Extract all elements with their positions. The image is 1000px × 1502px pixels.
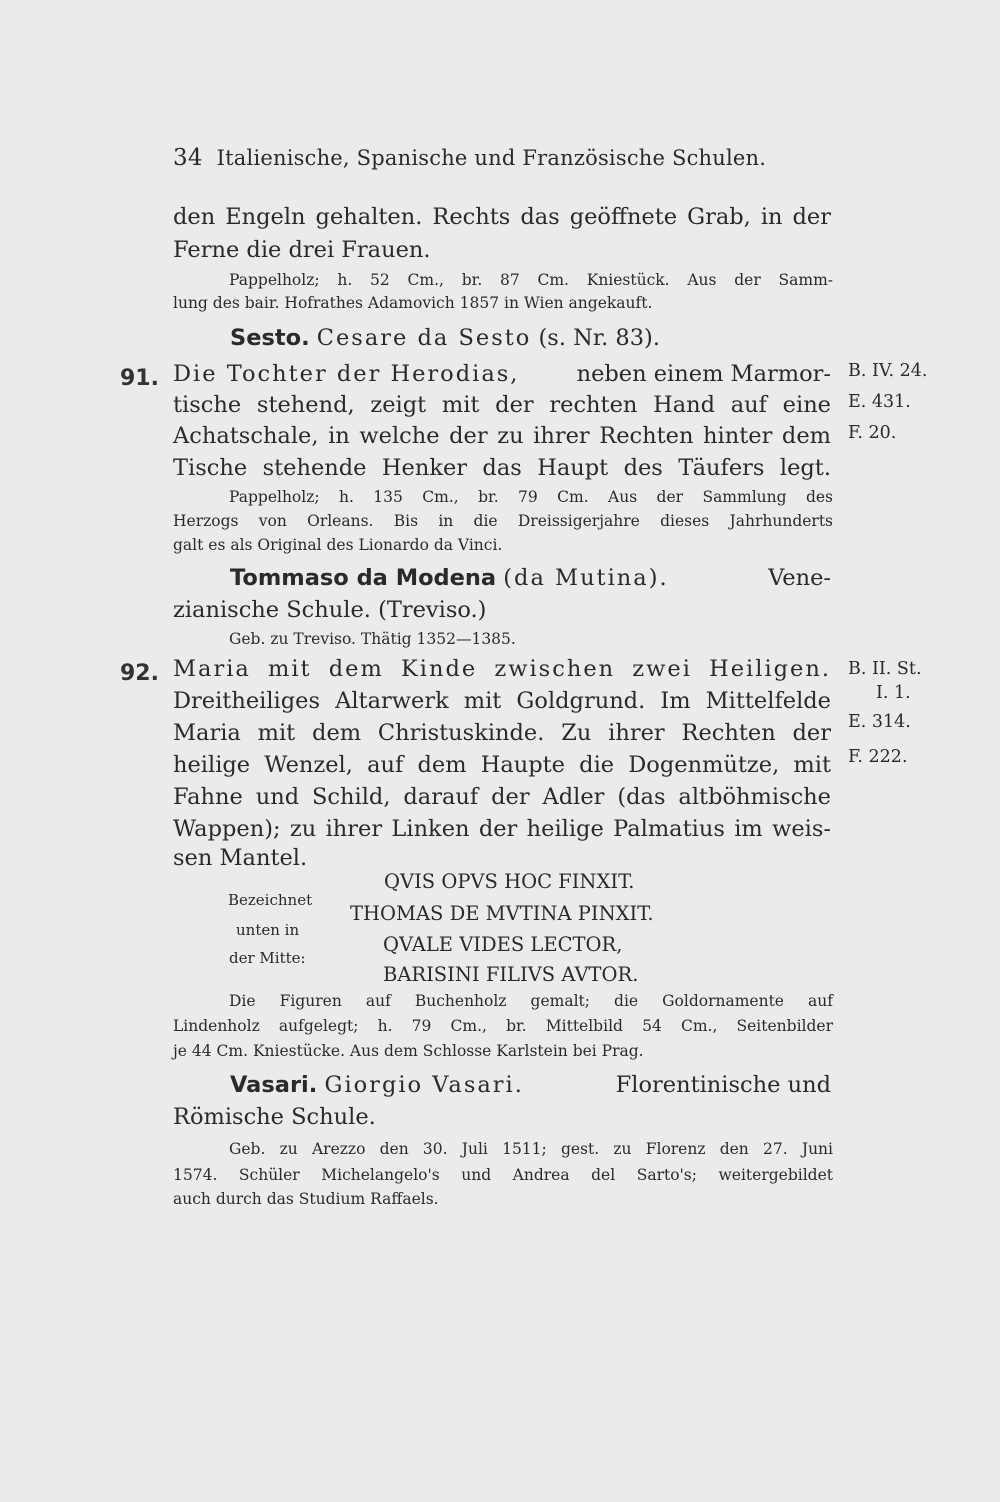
inscription-label: der Mitte: — [229, 949, 306, 967]
provenance-note: je 44 Cm. Kniestücke. Aus dem Schlosse Karlstein bei Prag. — [173, 1042, 644, 1060]
artist-heading — [230, 325, 660, 351]
text-line: tische stehend, zeigt mit der rechten Hand auf eine — [173, 392, 831, 418]
provenance-note: lung des bair. Hofrathes Adamovich 1857 in Wien angekauft. — [173, 294, 653, 312]
text-line: sen Mantel. — [173, 845, 308, 871]
school-name: zianische Schule. (Treviso.) — [173, 597, 487, 623]
entry-title: Maria mit dem Kinde zwischen zwei Heiligen. — [173, 656, 831, 682]
running-header — [173, 145, 766, 171]
catalog-reference: I. 1. — [876, 683, 911, 703]
provenance-note: Die Figuren auf Buchenholz gemalt; die Goldornamente auf — [229, 992, 833, 1010]
provenance-note: Pappelholz; h. 135 Cm., br. 79 Cm. Aus der Sammlung des — [229, 488, 833, 506]
text-line: den Engeln gehalten. Rechts das geöffnete Grab, in der — [173, 204, 831, 230]
artist-reference: (s. Nr. 83). — [538, 325, 660, 351]
artist-heading — [230, 565, 831, 591]
entry-title: Die Tochter der Herodias, — [173, 361, 520, 387]
artist-bio: Geb. zu Treviso. Thätig 1352—1385. — [229, 630, 516, 648]
text-line: Maria mit dem Christuskinde. Zu ihrer Rechten der — [173, 720, 831, 746]
catalog-reference: B. II. St. — [848, 659, 922, 679]
provenance-note: Herzogs von Orleans. Bis in die Dreissigerjahre dieses Jahrhunderts — [173, 512, 833, 530]
text-line: heilige Wenzel, auf dem Haupte die Dogenmütze, mit — [173, 752, 831, 778]
artist-full-name: Giorgio Vasari. — [324, 1072, 524, 1098]
artist-heading — [230, 1072, 831, 1098]
catalog-reference: F. 222. — [848, 747, 908, 767]
page-number: 34 — [173, 145, 203, 171]
text-line: Ferne die drei Frauen. — [173, 237, 431, 263]
inscription-line: BARISINI FILIVS AVTOR. — [383, 963, 639, 986]
text-line: Achatschale, in welche der zu ihrer Rechten hinter dem — [173, 423, 831, 449]
catalog-reference: F. 20. — [848, 423, 897, 443]
entry-number: 92. — [120, 661, 159, 686]
inscription-line: QVALE VIDES LECTOR, — [383, 933, 623, 956]
inscription-line: THOMAS DE MVTINA PINXIT. — [350, 902, 654, 925]
text-line: Tische stehende Henker das Haupt des Täufers legt. — [173, 455, 831, 481]
artist-bio: Geb. zu Arezzo den 30. Juli 1511; gest. zu Florenz den 27. Juni — [229, 1140, 833, 1158]
school-name: Florentinische und — [615, 1072, 831, 1098]
provenance-note: Pappelholz; h. 52 Cm., br. 87 Cm. Kniestück. Aus der Samm- — [229, 271, 833, 289]
header-title: Italienische, Spanische und Französische Schulen. — [216, 146, 767, 170]
artist-short-name: Tommaso da Modena — [230, 565, 497, 591]
catalog-reference: E. 314. — [848, 712, 911, 732]
catalog-reference: E. 431. — [848, 392, 911, 412]
entry-title-line — [173, 361, 831, 387]
school-name: Vene- — [768, 565, 831, 591]
text-line: neben einem Marmor- — [576, 361, 831, 387]
entry-title-line — [173, 656, 831, 682]
artist-bio: 1574. Schüler Michelangelo's und Andrea del Sarto's; weitergebildet — [173, 1166, 833, 1184]
text-line: Fahne und Schild, darauf der Adler (das altböhmische — [173, 784, 831, 810]
text-line: Dreitheiliges Altarwerk mit Goldgrund. Im Mittelfelde — [173, 688, 831, 714]
text-line: Wappen); zu ihrer Linken der heilige Palmatius im weis- — [173, 816, 831, 842]
artist-short-name: Sesto. — [230, 325, 310, 351]
entry-number: 91. — [120, 366, 159, 391]
provenance-note: Lindenholz aufgelegt; h. 79 Cm., br. Mittelbild 54 Cm., Seitenbilder — [173, 1017, 833, 1035]
school-name: Römische Schule. — [173, 1104, 376, 1130]
artist-short-name: Vasari. — [230, 1072, 318, 1098]
catalog-reference: B. IV. 24. — [848, 361, 928, 381]
artist-full-name: Cesare da Sesto — [316, 325, 532, 351]
artist-bio: auch durch das Studium Raffaels. — [173, 1190, 439, 1208]
inscription-line: QVIS OPVS HOC FINXIT. — [384, 870, 635, 893]
artist-full-name: (da Mutina). — [503, 565, 669, 591]
inscription-label: unten in — [236, 921, 300, 939]
inscription-label: Bezeichnet — [228, 891, 313, 909]
provenance-note: galt es als Original des Lionardo da Vinci. — [173, 536, 503, 554]
